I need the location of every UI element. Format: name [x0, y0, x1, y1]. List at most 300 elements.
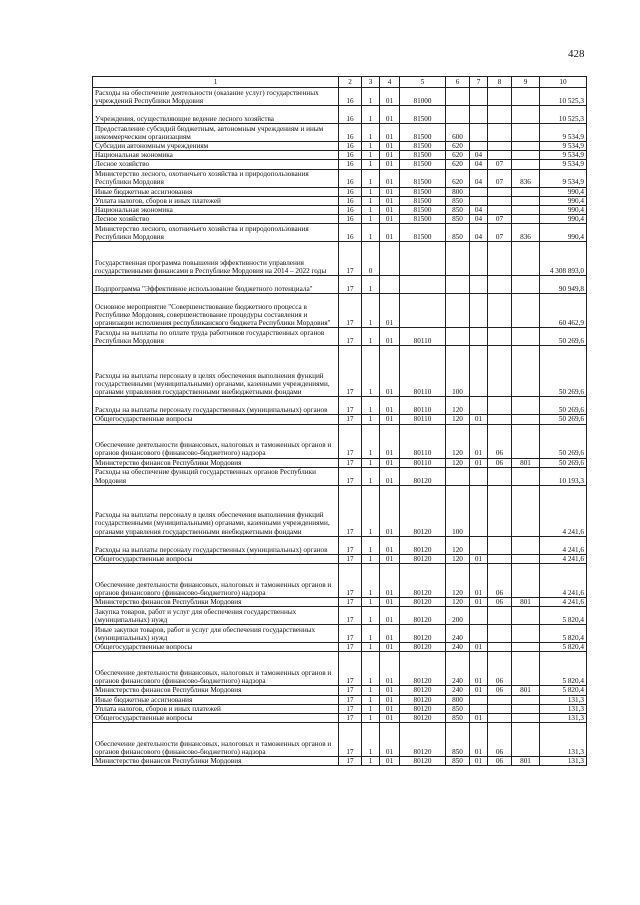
code-cell: 80110 [400, 458, 446, 467]
amount-cell: 4 308 893,0 [540, 242, 587, 276]
code-cell: 1 [362, 723, 380, 757]
code-cell: 01 [380, 485, 400, 536]
code-cell: 1 [362, 124, 380, 142]
code-cell [380, 242, 400, 276]
table-row [93, 187, 587, 196]
amount-cell: 10 525,3 [540, 88, 587, 106]
expense-name-cell: Обеспечение деятельности финансовых, налоговых и таможенных органов и органов финансового (финансово-бюджетного) надзора [93, 652, 339, 686]
code-cell: 1 [362, 607, 380, 625]
code-cell [512, 142, 540, 151]
code-cell [446, 242, 470, 276]
table-row [93, 424, 587, 458]
code-cell: 1 [362, 346, 380, 397]
expense-name-cell: Расходы на выплаты персоналу в целях обеспечения выполнения функций государственными (муниципальными) органами, казенными учреждениями, органами управления государственными внебюджетными фондами [93, 485, 339, 536]
code-cell [488, 106, 512, 124]
code-cell: 1 [362, 757, 380, 766]
code-cell: 04 [470, 169, 488, 187]
code-cell: 01 [470, 598, 488, 607]
code-cell: 17 [339, 346, 362, 397]
code-cell [512, 160, 540, 169]
code-cell: 620 [446, 160, 470, 169]
amount-cell: 4 241,6 [540, 564, 587, 598]
code-cell [512, 415, 540, 424]
code-cell: 120 [446, 564, 470, 598]
code-cell [400, 276, 446, 294]
code-cell: 81500 [400, 215, 446, 224]
amount-cell: 50 269,6 [540, 328, 587, 346]
code-cell: 01 [470, 686, 488, 695]
code-cell: 01 [380, 196, 400, 205]
code-cell [470, 695, 488, 704]
code-cell: 01 [470, 415, 488, 424]
code-cell: 80120 [400, 564, 446, 598]
amount-cell: 60 462,9 [540, 294, 587, 328]
code-cell: 06 [488, 686, 512, 695]
expense-name-cell: Лесное хозяйство [93, 215, 339, 224]
code-cell: 01 [380, 625, 400, 643]
code-cell: 80120 [400, 625, 446, 643]
expense-name-cell: Иные бюджетные ассигнования [93, 695, 339, 704]
code-cell [488, 294, 512, 328]
expense-name-cell: Расходы на выплаты персоналу государственных (муниципальных) органов [93, 536, 339, 554]
expense-name-cell: Иные бюджетные ассигнования [93, 187, 339, 196]
code-cell: 120 [446, 397, 470, 415]
code-cell: 01 [380, 169, 400, 187]
code-cell: 1 [362, 485, 380, 536]
code-cell: 1 [362, 224, 380, 242]
amount-cell: 50 269,6 [540, 397, 587, 415]
code-cell [488, 151, 512, 160]
code-cell [512, 187, 540, 196]
table-row [93, 714, 587, 723]
expense-name-cell: Министерство лесного, охотничьего хозяйства и природопользования Республики Мордовия [93, 224, 339, 242]
code-cell: 17 [339, 652, 362, 686]
column-header: 2 [339, 77, 362, 88]
code-cell: 01 [380, 397, 400, 415]
code-cell: 1 [362, 215, 380, 224]
code-cell: 06 [488, 598, 512, 607]
code-cell [470, 294, 488, 328]
column-header: 7 [470, 77, 488, 88]
code-cell: 240 [446, 686, 470, 695]
code-cell [470, 485, 488, 536]
column-header: 6 [446, 77, 470, 88]
code-cell: 1 [362, 714, 380, 723]
code-cell [512, 564, 540, 598]
expense-name-cell: Министерство финансов Республики Мордовия [93, 757, 339, 766]
code-cell: 16 [339, 142, 362, 151]
code-cell [488, 643, 512, 652]
code-cell: 1 [362, 415, 380, 424]
expense-name-cell: Национальная экономика [93, 151, 339, 160]
code-cell [512, 151, 540, 160]
code-cell: 17 [339, 554, 362, 563]
amount-cell: 4 241,6 [540, 554, 587, 563]
amount-cell: 5 820,4 [540, 625, 587, 643]
code-cell [512, 328, 540, 346]
amount-cell: 9 534,9 [540, 142, 587, 151]
code-cell: 836 [512, 169, 540, 187]
amount-cell: 5 820,4 [540, 607, 587, 625]
table-row [93, 397, 587, 415]
code-cell: 600 [446, 124, 470, 142]
code-cell: 17 [339, 757, 362, 766]
code-cell [470, 196, 488, 205]
code-cell: 80120 [400, 607, 446, 625]
table-row [93, 554, 587, 563]
code-cell: 16 [339, 151, 362, 160]
table-row [93, 415, 587, 424]
code-cell: 850 [446, 224, 470, 242]
code-cell [512, 643, 540, 652]
code-cell: 80120 [400, 714, 446, 723]
code-cell: 80110 [400, 424, 446, 458]
code-cell: 04 [470, 224, 488, 242]
code-cell [446, 294, 470, 328]
amount-cell: 131,3 [540, 723, 587, 757]
expense-name-cell: Государственная программа повышения эффективности управления государственными финансами в Республике Мордовия на 2014 – 2022 годы [93, 242, 339, 276]
expense-name-cell: Закупка товаров, работ и услуг для обеспечения государственных (муниципальных) нужд [93, 607, 339, 625]
code-cell: 16 [339, 88, 362, 106]
expense-name-cell: Общегосударственные вопросы [93, 643, 339, 652]
code-cell: 06 [488, 424, 512, 458]
code-cell: 17 [339, 536, 362, 554]
code-cell: 01 [380, 215, 400, 224]
code-cell: 81500 [400, 187, 446, 196]
code-cell [380, 276, 400, 294]
code-cell [488, 704, 512, 713]
code-cell: 81500 [400, 206, 446, 215]
code-cell: 240 [446, 625, 470, 643]
code-cell [470, 88, 488, 106]
code-cell: 16 [339, 169, 362, 187]
code-cell [512, 536, 540, 554]
code-cell: 1 [362, 652, 380, 686]
code-cell [512, 206, 540, 215]
expense-name-cell: Обеспечение деятельности финансовых, налоговых и таможенных органов и органов финансового (финансово-бюджетного) надзора [93, 424, 339, 458]
code-cell: 01 [470, 564, 488, 598]
code-cell: 07 [488, 160, 512, 169]
table-row [93, 276, 587, 294]
code-cell: 01 [380, 598, 400, 607]
expense-name-cell: Расходы на обеспечение функций государственных органов Республики Мордовия [93, 467, 339, 485]
code-cell: 01 [380, 124, 400, 142]
code-cell: 17 [339, 485, 362, 536]
code-cell [488, 124, 512, 142]
code-cell [512, 723, 540, 757]
table-row [93, 215, 587, 224]
code-cell: 80120 [400, 485, 446, 536]
code-cell: 1 [362, 598, 380, 607]
code-cell [488, 328, 512, 346]
amount-cell: 990,4 [540, 215, 587, 224]
code-cell [470, 142, 488, 151]
code-cell: 04 [470, 160, 488, 169]
amount-cell: 9 534,9 [540, 124, 587, 142]
code-cell: 1 [362, 169, 380, 187]
code-cell [488, 607, 512, 625]
code-cell [512, 106, 540, 124]
code-cell: 100 [446, 346, 470, 397]
code-cell [488, 187, 512, 196]
code-cell: 17 [339, 704, 362, 713]
code-cell [488, 142, 512, 151]
code-cell: 801 [512, 458, 540, 467]
code-cell [470, 124, 488, 142]
table-row [93, 564, 587, 598]
code-cell [488, 536, 512, 554]
code-cell: 01 [380, 142, 400, 151]
amount-cell: 131,3 [540, 757, 587, 766]
code-cell: 1 [362, 564, 380, 598]
code-cell: 100 [446, 485, 470, 536]
code-cell [470, 187, 488, 196]
expense-name-cell: Обеспечение деятельности финансовых, налоговых и таможенных органов и органов финансового (финансово-бюджетного) надзора [93, 723, 339, 757]
code-cell: 850 [446, 215, 470, 224]
code-cell [400, 242, 446, 276]
code-cell: 01 [380, 714, 400, 723]
code-cell: 850 [446, 206, 470, 215]
code-cell [470, 625, 488, 643]
code-cell: 120 [446, 415, 470, 424]
code-cell: 80120 [400, 643, 446, 652]
code-cell [512, 704, 540, 713]
code-cell: 1 [362, 643, 380, 652]
code-cell: 06 [488, 757, 512, 766]
code-cell: 80110 [400, 415, 446, 424]
code-cell: 16 [339, 215, 362, 224]
code-cell: 81500 [400, 106, 446, 124]
code-cell: 1 [362, 294, 380, 328]
code-cell: 620 [446, 142, 470, 151]
code-cell: 80110 [400, 397, 446, 415]
code-cell: 120 [446, 424, 470, 458]
table-row [93, 757, 587, 766]
amount-cell: 131,3 [540, 695, 587, 704]
code-cell: 01 [380, 458, 400, 467]
code-cell: 01 [380, 686, 400, 695]
code-cell: 01 [380, 695, 400, 704]
code-cell [488, 467, 512, 485]
code-cell [488, 276, 512, 294]
code-cell: 120 [446, 598, 470, 607]
code-cell: 06 [488, 458, 512, 467]
code-cell: 1 [362, 424, 380, 458]
code-cell: 801 [512, 757, 540, 766]
code-cell: 1 [362, 704, 380, 713]
code-cell: 16 [339, 106, 362, 124]
code-cell: 01 [380, 467, 400, 485]
code-cell: 17 [339, 598, 362, 607]
code-cell: 16 [339, 206, 362, 215]
code-cell: 04 [470, 215, 488, 224]
code-cell: 81500 [400, 196, 446, 205]
code-cell: 1 [362, 554, 380, 563]
code-cell [512, 607, 540, 625]
code-cell: 17 [339, 276, 362, 294]
code-cell: 17 [339, 686, 362, 695]
code-cell: 81000 [400, 88, 446, 106]
table-row [93, 625, 587, 643]
amount-cell: 90 949,8 [540, 276, 587, 294]
expense-name-cell: Лесное хозяйство [93, 160, 339, 169]
code-cell: 17 [339, 415, 362, 424]
amount-cell: 9 534,9 [540, 160, 587, 169]
code-cell: 04 [470, 206, 488, 215]
code-cell: 81500 [400, 169, 446, 187]
code-cell [512, 554, 540, 563]
expense-name-cell: Общегосударственные вопросы [93, 415, 339, 424]
code-cell: 80120 [400, 695, 446, 704]
code-cell: 81500 [400, 124, 446, 142]
table-row [93, 346, 587, 397]
code-cell: 07 [488, 215, 512, 224]
code-cell: 07 [488, 224, 512, 242]
column-header: 8 [488, 77, 512, 88]
code-cell [488, 196, 512, 205]
code-cell: 800 [446, 695, 470, 704]
expense-name-cell: Уплата налогов, сборов и иных платежей [93, 196, 339, 205]
code-cell: 1 [362, 467, 380, 485]
code-cell [488, 346, 512, 397]
expense-name-cell: Расходы на выплаты персоналу государственных (муниципальных) органов [93, 397, 339, 415]
table-row [93, 598, 587, 607]
code-cell: 17 [339, 397, 362, 415]
code-cell [512, 294, 540, 328]
amount-cell: 990,4 [540, 206, 587, 215]
code-cell [512, 424, 540, 458]
expense-name-cell: Обеспечение деятельности финансовых, налоговых и таможенных органов и органов финансового (финансово-бюджетного) надзора [93, 564, 339, 598]
expense-name-cell: Министерство финансов Республики Мордовия [93, 458, 339, 467]
code-cell [470, 346, 488, 397]
table-row [93, 686, 587, 695]
table-row [93, 294, 587, 328]
code-cell: 1 [362, 686, 380, 695]
table-row [93, 695, 587, 704]
code-cell [488, 88, 512, 106]
code-cell [446, 106, 470, 124]
code-cell: 01 [380, 536, 400, 554]
code-cell: 01 [380, 757, 400, 766]
code-cell: 1 [362, 88, 380, 106]
code-cell: 1 [362, 106, 380, 124]
code-cell: 0 [362, 242, 380, 276]
code-cell [470, 106, 488, 124]
column-header: 1 [93, 77, 339, 88]
code-cell: 81500 [400, 151, 446, 160]
code-cell: 1 [362, 328, 380, 346]
code-cell: 836 [512, 224, 540, 242]
code-cell: 80120 [400, 723, 446, 757]
code-cell: 01 [380, 723, 400, 757]
code-cell: 240 [446, 652, 470, 686]
code-cell: 17 [339, 714, 362, 723]
code-cell: 16 [339, 160, 362, 169]
code-cell: 1 [362, 206, 380, 215]
code-cell [512, 88, 540, 106]
code-cell [512, 397, 540, 415]
expense-name-cell: Общегосударственные вопросы [93, 714, 339, 723]
code-cell: 80120 [400, 536, 446, 554]
table-row [93, 169, 587, 187]
code-cell: 16 [339, 196, 362, 205]
expense-name-cell: Уплата налогов, сборов и иных платежей [93, 704, 339, 713]
code-cell [488, 415, 512, 424]
amount-cell: 990,4 [540, 196, 587, 205]
code-cell: 1 [362, 142, 380, 151]
code-cell: 01 [470, 652, 488, 686]
code-cell [512, 695, 540, 704]
code-cell: 200 [446, 607, 470, 625]
table-row [93, 151, 587, 160]
code-cell [488, 625, 512, 643]
code-cell: 1 [362, 695, 380, 704]
column-header: 5 [400, 77, 446, 88]
code-cell: 17 [339, 458, 362, 467]
code-cell: 1 [362, 160, 380, 169]
code-cell: 17 [339, 294, 362, 328]
code-cell [470, 607, 488, 625]
code-cell: 801 [512, 598, 540, 607]
code-cell [512, 215, 540, 224]
code-cell: 800 [446, 187, 470, 196]
column-header: 3 [362, 77, 380, 88]
code-cell: 01 [470, 643, 488, 652]
code-cell: 01 [380, 643, 400, 652]
code-cell: 16 [339, 124, 362, 142]
code-cell: 06 [488, 652, 512, 686]
code-cell [488, 714, 512, 723]
code-cell: 1 [362, 625, 380, 643]
code-cell: 16 [339, 187, 362, 196]
table-row [93, 160, 587, 169]
code-cell [512, 485, 540, 536]
expense-name-cell: Национальная экономика [93, 206, 339, 215]
code-cell: 17 [339, 242, 362, 276]
code-cell [488, 695, 512, 704]
code-cell: 01 [380, 424, 400, 458]
amount-cell: 4 241,6 [540, 485, 587, 536]
code-cell [470, 704, 488, 713]
code-cell: 80120 [400, 554, 446, 563]
code-cell [512, 346, 540, 397]
code-cell: 620 [446, 169, 470, 187]
code-cell [470, 397, 488, 415]
code-cell [470, 536, 488, 554]
page-number: 428 [568, 48, 585, 60]
expense-name-cell: Подпрограмма "Эффективное использование бюджетного потенциала" [93, 276, 339, 294]
code-cell: 01 [380, 151, 400, 160]
table-row [93, 607, 587, 625]
code-cell [512, 124, 540, 142]
table-row [93, 328, 587, 346]
amount-cell: 50 269,6 [540, 346, 587, 397]
code-cell: 06 [488, 564, 512, 598]
code-cell: 1 [362, 536, 380, 554]
amount-cell: 9 534,9 [540, 169, 587, 187]
table-row [93, 88, 587, 106]
code-cell: 01 [470, 424, 488, 458]
amount-cell: 5 820,4 [540, 686, 587, 695]
code-cell: 04 [470, 151, 488, 160]
code-cell: 81500 [400, 224, 446, 242]
expense-name-cell: Расходы на выплаты по оплате труда работников государственных органов Республики Мордовия [93, 328, 339, 346]
code-cell [470, 328, 488, 346]
code-cell: 01 [470, 714, 488, 723]
code-cell: 17 [339, 328, 362, 346]
code-cell: 01 [470, 458, 488, 467]
table-row [93, 124, 587, 142]
